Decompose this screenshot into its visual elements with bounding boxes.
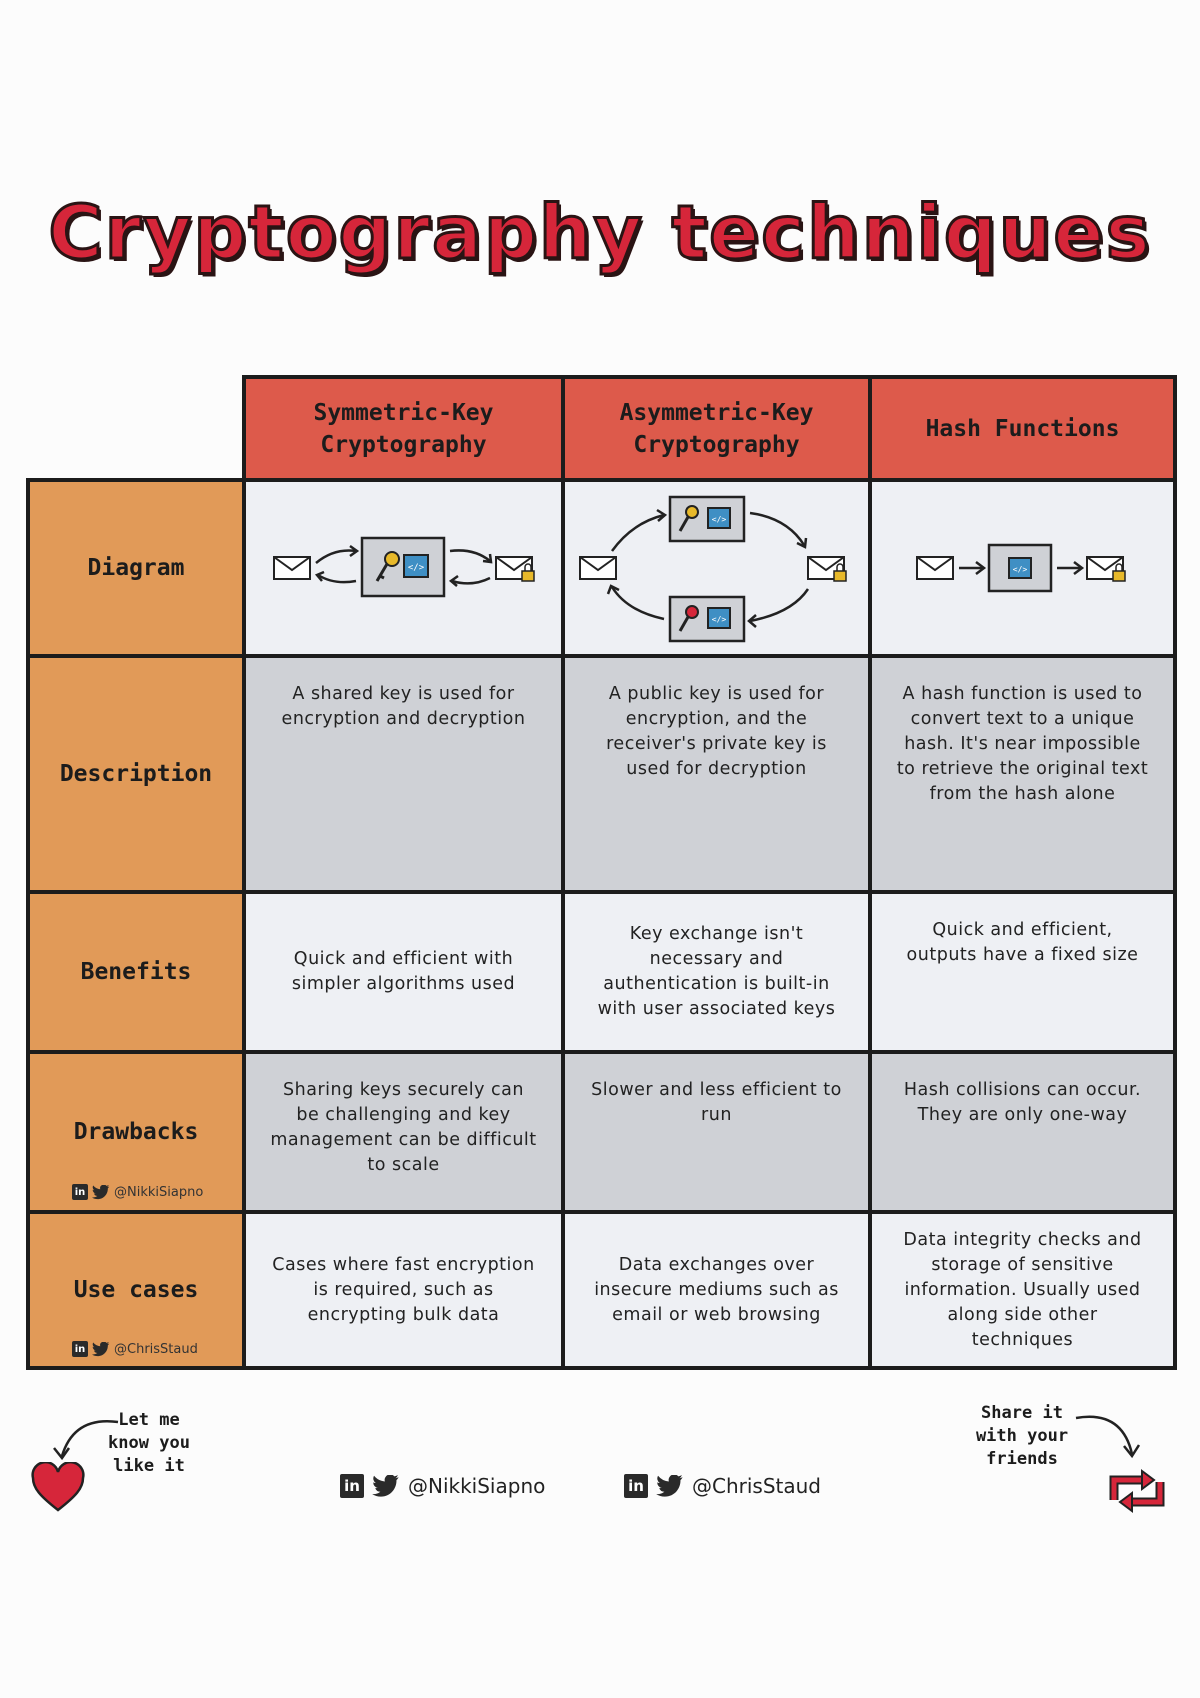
svg-text:</>: </> [1012,565,1027,574]
benefits-hash [868,890,1177,1054]
footer-share-note: Share it with your friends [975,1403,1069,1469]
linkedin-icon: in [624,1474,648,1498]
twitter-bird-icon [92,1185,110,1200]
benefits-asymmetric [561,890,872,1054]
diagram-hash [868,478,1177,658]
cell-text: Sharing keys securely can be challenging and key management can be difficult to scale [270,1080,537,1175]
twitter-bird-icon [92,1342,110,1357]
envelope-icon [274,557,310,579]
footer-handle-chris[interactable] [624,1474,821,1498]
svg-text:</>: </> [711,615,726,624]
use-cases-symmetric [242,1210,565,1370]
cell-text: Quick and efficient with simpler algorithms used [291,949,516,994]
retweet-icon[interactable] [1104,1466,1170,1516]
row-label-description: Description [26,654,246,894]
footer-handle-nikki[interactable] [340,1474,545,1498]
description-symmetric [242,654,565,894]
handle-text: @ChrisStaud [692,1474,822,1498]
footer-like-note: Let me know you like it [108,1410,190,1476]
page-title: Cryptography techniques [48,190,1152,276]
heart-icon[interactable] [30,1462,86,1514]
cell-text: Data exchanges over insecure mediums such as email or web browsing [594,1254,839,1325]
diagram-symmetric [242,478,565,658]
drawbacks-asymmetric [561,1050,872,1214]
cell-text: Data integrity checks and storage of sensitive information. Usually used along side other techniques [903,1229,1142,1350]
svg-text:</>: </> [407,563,424,573]
locked-envelope-icon [496,557,534,581]
cell-text: A public key is used for encryption, and the receiver's private key is used for decryption [606,684,827,779]
symmetric-diagram [264,523,544,613]
linkedin-icon: in [340,1474,364,1498]
cell-text: A shared key is used for encryption and decryption [281,684,526,729]
cell-text: Quick and efficient, outputs have a fixed size [906,920,1139,965]
linkedin-icon: in [72,1184,88,1200]
row-label-benefits: Benefits [26,890,246,1054]
code-box-icon [404,555,428,577]
drawbacks-symmetric [242,1050,565,1214]
locked-envelope-icon [808,557,846,581]
row-label-diagram: Diagram [26,478,246,658]
row-label-drawbacks: Drawbacks [26,1050,246,1214]
hash-diagram [913,533,1133,603]
drawbacks-handle [72,1184,203,1200]
twitter-bird-icon [656,1475,684,1498]
code-box-icon [708,608,730,628]
handle-text: @ChrisStaud [114,1341,198,1357]
cell-text: Hash collisions can occur. They are only one-way [903,1080,1142,1125]
drawbacks-hash [868,1050,1177,1214]
header-symmetric: Symmetric-Key Cryptography [242,375,565,482]
benefits-symmetric [242,890,565,1054]
header-hash: Hash Functions [868,375,1177,482]
cell-text: A hash function is used to convert text to a unique hash. It's near impossible to retrieve the original text from the hash alone [896,684,1149,804]
cell-text: Key exchange isn't necessary and authentication is built-in with user associated keys [597,924,836,1019]
svg-text:</>: </> [711,515,726,524]
use-cases-handle [72,1341,198,1357]
envelope-icon [580,557,616,579]
diagram-asymmetric [561,478,872,658]
cell-text: Slower and less efficient to run [591,1080,842,1125]
handle-text: @NikkiSiapno [114,1184,204,1200]
use-cases-asymmetric [561,1210,872,1370]
code-box-icon [1009,558,1031,578]
code-box-icon [708,508,730,528]
linkedin-icon: in [72,1341,88,1357]
handle-text: @NikkiSiapno [408,1474,546,1498]
locked-envelope-icon [1087,557,1125,581]
header-asymmetric: Asymmetric-Key Cryptography [561,375,872,482]
cell-text: Cases where fast encryption is required, such as encrypting bulk data [272,1254,535,1325]
use-cases-hash [868,1210,1177,1370]
description-hash [868,654,1177,894]
twitter-bird-icon [372,1475,400,1498]
curved-arrow-right [1072,1410,1152,1470]
row-label-use-cases: Use cases [26,1210,246,1370]
envelope-icon [917,557,953,579]
description-asymmetric [561,654,872,894]
asymmetric-diagram [572,493,862,643]
